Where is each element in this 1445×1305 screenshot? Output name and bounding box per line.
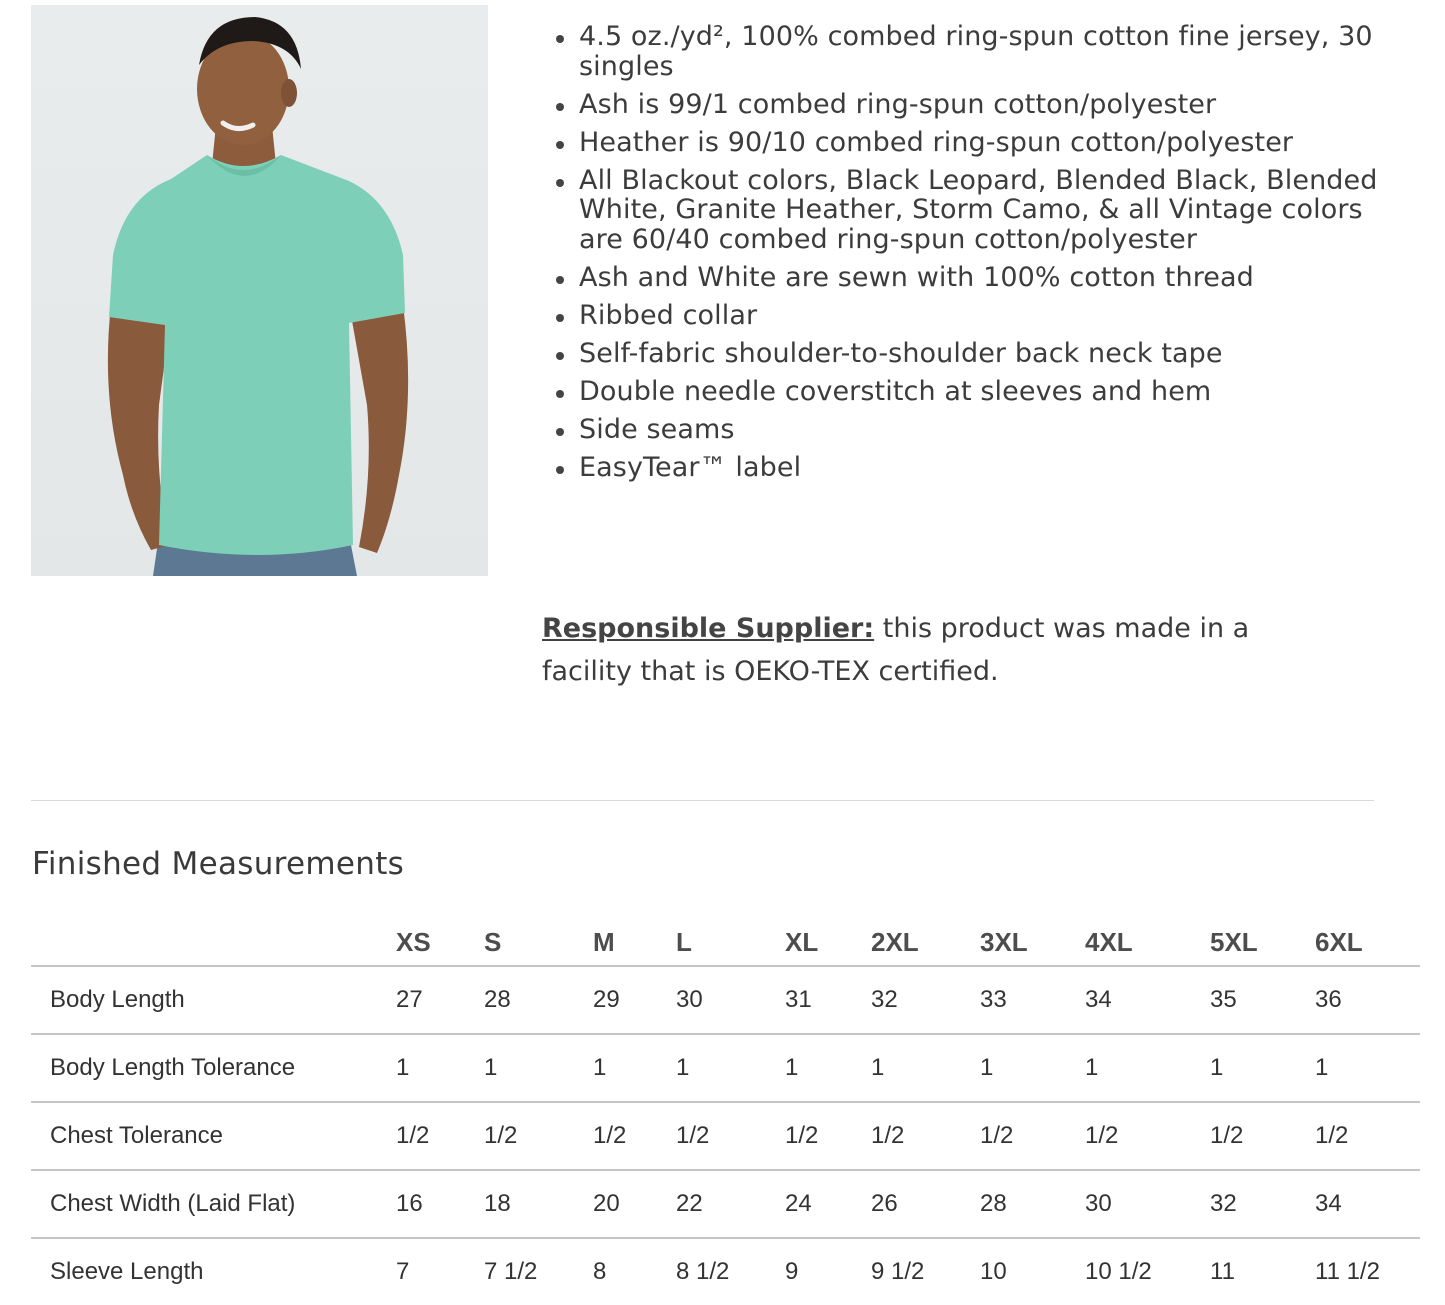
table-cell: 1 [396,1034,484,1102]
table-row [31,1102,1420,1170]
table-row [31,1238,1420,1305]
table-cell: 1 [484,1034,593,1102]
table-cell: 9 1/2 [871,1258,925,1285]
table-cell: 1/2 [1085,1102,1210,1170]
row-label: Chest Tolerance [31,1102,396,1170]
size-header-row [31,920,1420,966]
feature-item: Side seams [579,415,1399,445]
table-cell: 20 [593,1170,676,1238]
table-row [31,966,1420,1034]
row-label: Sleeve Length [50,1258,204,1285]
table-cell: 32 [871,966,980,1034]
size-header: 6XL [1315,920,1420,966]
feature-item: Ash and White are sewn with 100% cotton thread [579,263,1399,293]
table-cell: 34 [1085,966,1210,1034]
table-cell: 1/2 [785,1102,871,1170]
size-header: 4XL [1085,920,1210,966]
feature-item: Double needle coverstitch at sleeves and hem [579,377,1399,407]
size-header: XL [785,920,871,966]
feature-item: All Blackout colors, Black Leopard, Blended Black, Blended White, Granite Heather, Storm Camo, & all Vintage colors are 60/40 combed ring-spun cotton/polyester [579,166,1399,255]
row-label: Body Length [31,966,396,1034]
table-cell: 18 [484,1170,593,1238]
table-cell: 1 [593,1034,676,1102]
table-cell: 33 [980,966,1085,1034]
table-cell: 32 [1210,1170,1315,1238]
table-cell: 8 [593,1258,607,1285]
table-cell: 1 [980,1034,1085,1102]
table-cell: 1 [871,1034,980,1102]
row-label: Chest Width (Laid Flat) [31,1170,396,1238]
supplier-note [542,607,1302,693]
table-cell: 10 [980,1258,1007,1285]
table-cell: 1 [1210,1034,1315,1102]
size-header: L [676,920,785,966]
size-header: M [593,920,676,966]
feature-item: EasyTear™ label [579,453,1399,483]
supplier-text: this product was made in a facility that is OEKO-TEX certified. [542,613,1250,687]
table-cell: 27 [396,966,484,1034]
table-cell: 16 [396,1170,484,1238]
table-cell: 1/2 [871,1102,980,1170]
table-cell: 10 1/2 [1085,1258,1152,1285]
model-illustration [31,5,488,576]
supplier-label: Responsible Supplier: [542,613,875,644]
table-cell: 8 1/2 [676,1258,730,1285]
table-cell: 11 [1210,1258,1235,1285]
table-cell: 1/2 [1315,1102,1420,1170]
table-cell: 7 1/2 [484,1258,538,1285]
table-cell: 9 [785,1258,799,1285]
section-divider [31,800,1374,801]
table-cell: 1 [1315,1034,1420,1102]
product-image [31,5,488,576]
size-header: 2XL [871,920,980,966]
table-cell: 7 [396,1258,410,1285]
table-cell: 1/2 [484,1102,593,1170]
table-cell: 1/2 [396,1102,484,1170]
header-empty [31,920,396,966]
table-cell: 36 [1315,966,1420,1034]
table-cell: 1/2 [980,1102,1085,1170]
table-cell: 26 [871,1170,980,1238]
table-cell: 28 [980,1170,1085,1238]
table-cell: 31 [785,966,871,1034]
measurements-table [31,920,1420,1305]
table-cell: 1 [676,1034,785,1102]
table-cell: 11 1/2 [1315,1258,1380,1285]
table-row [31,1034,1420,1102]
table-cell: 22 [676,1170,785,1238]
table-cell: 1/2 [593,1102,676,1170]
table-cell: 35 [1210,966,1315,1034]
feature-list [548,22,1399,491]
feature-item: Ribbed collar [579,301,1399,331]
feature-item: 4.5 oz./yd², 100% combed ring-spun cotton fine jersey, 30 singles [579,22,1399,81]
table-cell: 28 [484,966,593,1034]
table-cell: 1 [785,1034,871,1102]
table-cell: 30 [676,966,785,1034]
feature-item: Heather is 90/10 combed ring-spun cotton/polyester [579,128,1399,158]
table-cell: 24 [785,1170,871,1238]
table-cell: 1/2 [1210,1102,1315,1170]
table-cell: 1/2 [676,1102,785,1170]
size-header: 3XL [980,920,1085,966]
table-row [31,1170,1420,1238]
size-header: S [484,920,593,966]
feature-item: Self-fabric shoulder-to-shoulder back neck tape [579,339,1399,369]
table-cell: 30 [1085,1170,1210,1238]
measurements-title: Finished Measurements [32,846,405,882]
table-cell: 1 [1085,1034,1210,1102]
size-header: 5XL [1210,920,1315,966]
feature-item: Ash is 99/1 combed ring-spun cotton/polyester [579,90,1399,120]
size-header: XS [396,920,484,966]
table-cell: 29 [593,966,676,1034]
table-cell: 34 [1315,1170,1420,1238]
row-label: Body Length Tolerance [31,1034,396,1102]
